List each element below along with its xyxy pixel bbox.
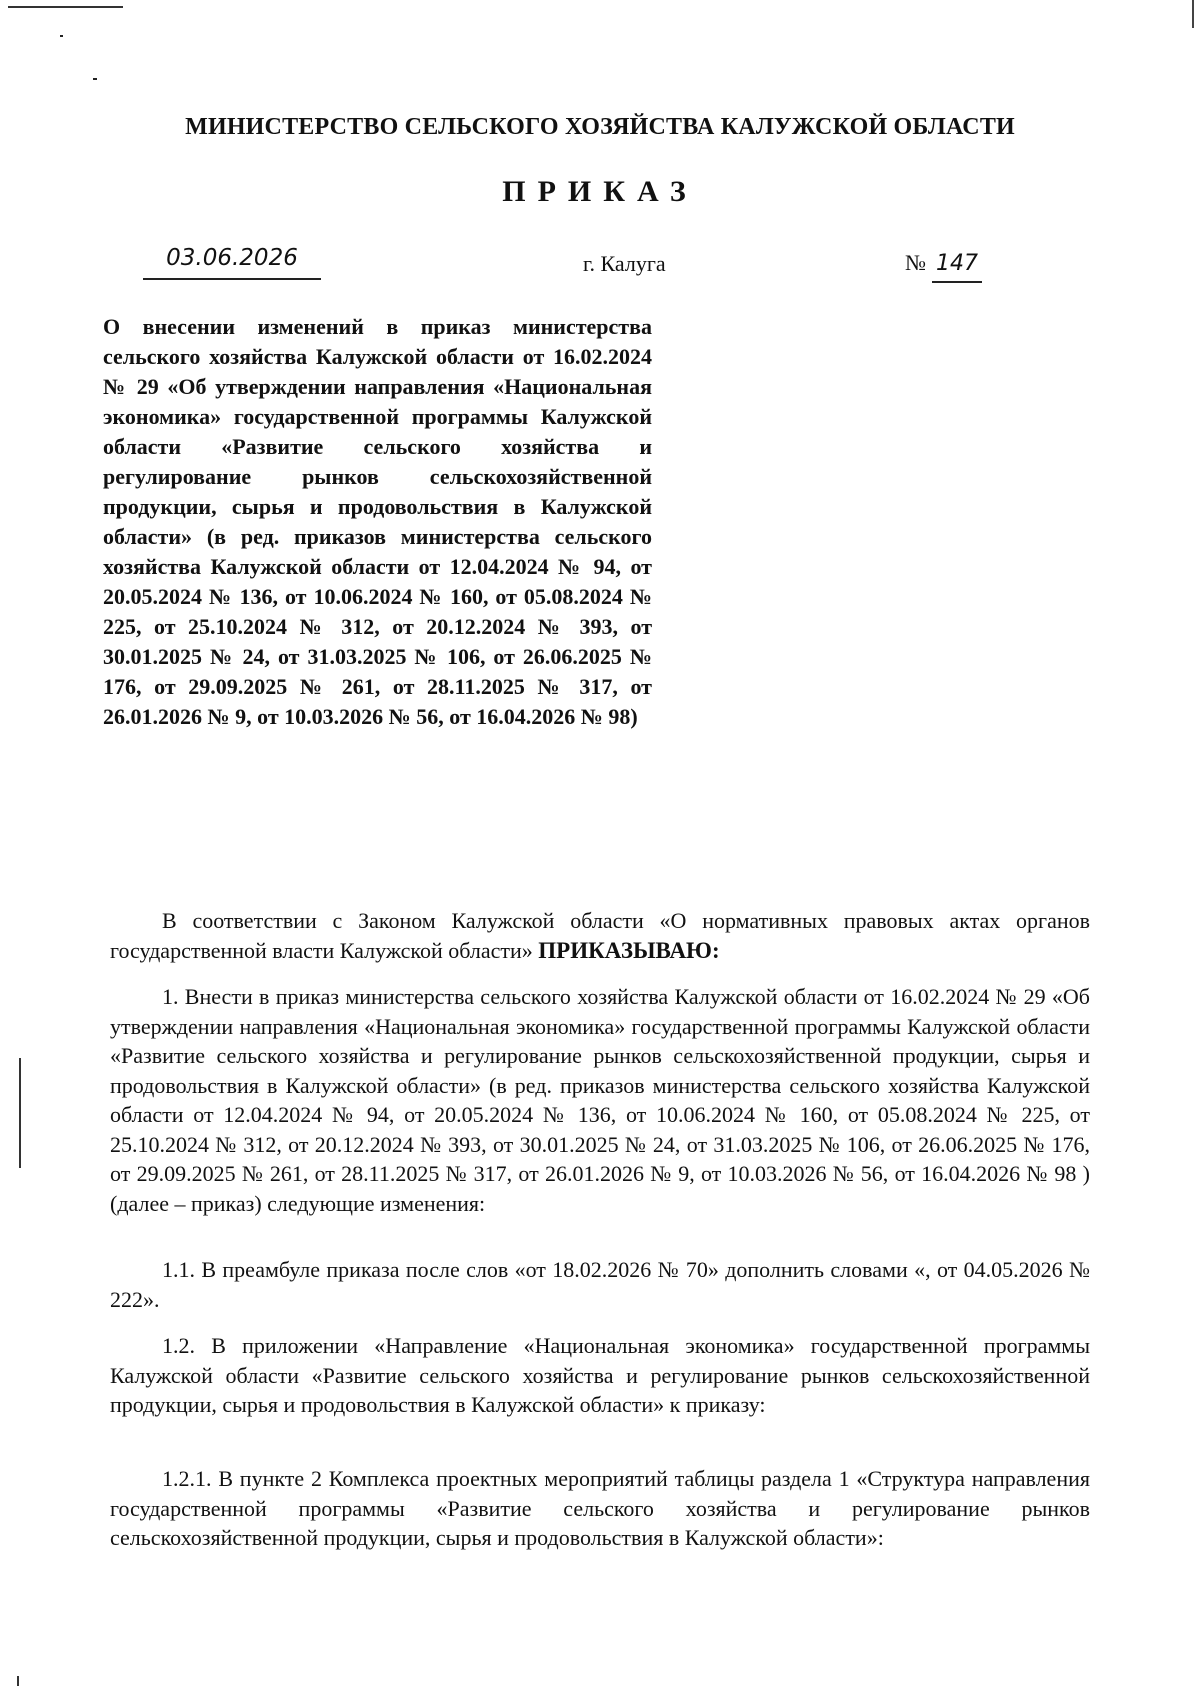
clause-1-2: 1.2. В приложении «Направление «Национальная экономика» государственной программы Калужской области «Развитие сельского хозяйства и регулирование рынков сельскохозяйственной продукции, сырья и продовольствия в Калужской области» к приказу: — [110, 1333, 1090, 1417]
scan-artifact-margin-line — [19, 1058, 21, 1168]
scan-artifact-dot — [93, 78, 97, 80]
scan-artifact-line — [8, 6, 123, 8]
scan-artifact-dot — [60, 35, 63, 37]
order-number-prefix: № — [905, 250, 926, 275]
order-city: г. Калуга — [583, 251, 666, 276]
preamble-text: В соответствии с Законом Калужской области «О нормативных правовых актах органов государственной власти Калужской области» — [110, 908, 1090, 963]
order-number-value: 147 — [932, 247, 982, 283]
clause-1: 1. Внести в приказ министерства сельского хозяйства Калужской области от 16.02.2024 № 29 «Об утверждении направления «Национальная экономика» государственной программы Калужской области «Развитие сельского хозяйства и регулирование рынков сельскохозяйственной продукции, сырья и продовольствия в Калужской области» (в ред. приказов министерства сельского хозяйства Калужской области от 12.04.2024 № 94, от 20.05.2024 № 136, от 10.06.2024 № 160, от 05.08.2024 № 225, от 25.10.2024 № 312, от 20.12.2024 № 393, от 30.01.2025 № 24, от 31.03.2025 № 106, от 26.06.2025 № 176, от 29.09.2025 № 261, от 28.11.2025 № 317, от 26.01.2026 № 9, от 10.03.2026 № 56, от 16.04.2026 № 98 ) (далее – приказ) следующие изменения: — [110, 984, 1090, 1216]
preamble-paragraph — [110, 906, 1090, 965]
scan-artifact-mark — [17, 1676, 19, 1686]
clause-1-2-1: 1.2.1. В пункте 2 Комплекса проектных мероприятий таблицы раздела 1 «Структура направления государственной программы «Развитие сельского хозяйства и регулирование рынков сельскохозяйственной продукции, сырья и продовольствия в Калужской области»: — [110, 1466, 1090, 1550]
document-type-heading: ПРИКАЗ — [502, 175, 698, 208]
ministry-heading: МИНИСТЕРСТВО СЕЛЬСКОГО ХОЗЯЙСТВА КАЛУЖСКОЙ ОБЛАСТИ — [185, 114, 1015, 140]
order-title: О внесении изменений в приказ министерства сельского хозяйства Калужской области от 16.02.2024 № 29 «Об утверждении направления «Национальная экономика» государственной программы Калужской области «Развитие сельского хозяйства и регулирование рынков сельскохозяйственной продукции, сырья и продовольствия в Калужской области» (в ред. приказов министерства сельского хозяйства Калужской области от 12.04.2024 № 94, от 20.05.2024 № 136, от 10.06.2024 № 160, от 05.08.2024 № 225, от 25.10.2024 № 312, от 20.12.2024 № 393, от 30.01.2025 № 24, от 31.03.2025 № 106, от 26.06.2025 № 176, от 29.09.2025 № 261, от 28.11.2025 № 317, от 26.01.2026 № 9, от 10.03.2026 № 56, от 16.04.2026 № 98) — [103, 314, 652, 729]
order-date: 03.06.2026 — [143, 240, 321, 280]
clause-1-1: 1.1. В преамбуле приказа после слов «от 18.02.2026 № 70» дополнить словами «, от 04.05.2026 № 222». — [110, 1257, 1090, 1312]
order-word: ПРИКАЗЫВАЮ: — [538, 937, 720, 963]
order-number — [905, 240, 982, 278]
scan-artifact-mark — [1192, 0, 1194, 28]
